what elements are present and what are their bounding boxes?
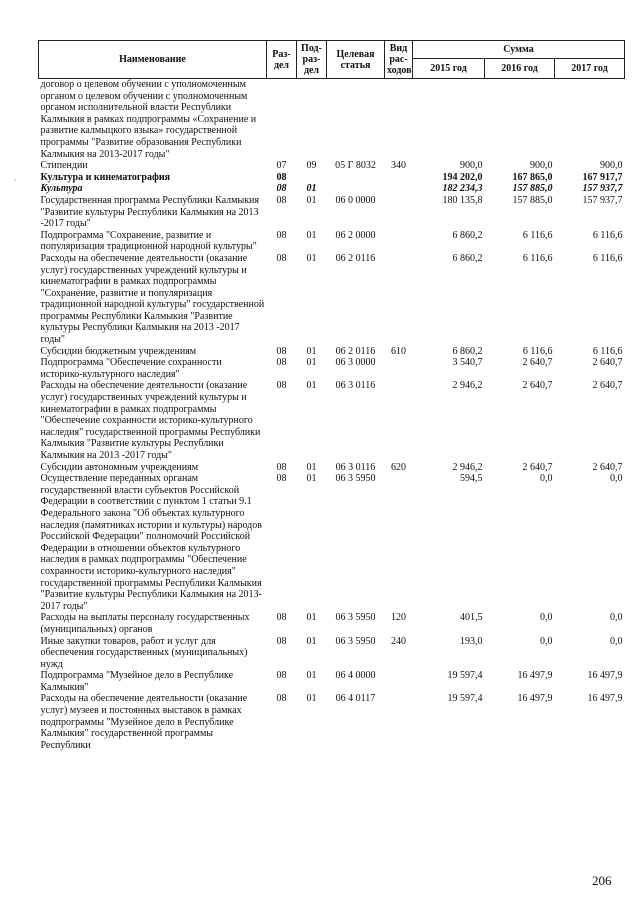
row-celevaya-statya: 06 3 5950 (335, 635, 376, 647)
row-vid-rashodov (385, 172, 413, 184)
row-razdel: 08 (276, 473, 287, 485)
row-sum-2017: 0,0 (610, 473, 623, 485)
table-row (39, 79, 625, 161)
table-row (39, 670, 625, 693)
margin-mark: · (14, 176, 17, 185)
row-celevaya-statya: 06 3 0116 (335, 380, 376, 392)
row-celevaya-statya: 05 Г 8032 (335, 160, 376, 172)
row-podrazdel: 01 (306, 473, 317, 485)
row-sum-2016: 6 116,6 (522, 252, 553, 264)
row-razdel: 08 (276, 461, 287, 473)
row-sum-2015: 193,0 (460, 635, 483, 647)
row-name: Культура (40, 183, 83, 195)
row-sum-2016: 2 640,7 (522, 461, 553, 473)
table-row (39, 195, 625, 230)
row-name: Стипендии (40, 160, 88, 172)
row-celevaya-statya: 06 2 0000 (335, 229, 376, 241)
row-sum-2016: 16 497,9 (517, 693, 553, 705)
row-sum-2017: 2 640,7 (592, 357, 623, 369)
row-sum-2015 (413, 79, 485, 161)
row-sum-2016: 6 116,6 (522, 345, 553, 357)
row-podrazdel: 01 (306, 252, 317, 264)
row-sum-2017: 0,0 (610, 635, 623, 647)
row-name: Подпрограмма "Обеспечение сохранности историко-культурного наследия" (40, 357, 222, 380)
table-row (39, 612, 625, 635)
row-vid-rashodov: 120 (391, 612, 406, 624)
table-row (39, 253, 625, 346)
row-sum-2015: 594,5 (460, 473, 483, 485)
row-sum-2015: 19 597,4 (447, 670, 483, 682)
row-sum-2015: 3 540,7 (452, 357, 483, 369)
table-header (39, 41, 625, 79)
row-sum-2015: 19 597,4 (447, 693, 483, 705)
page-number: 206 (592, 873, 612, 888)
table-row (39, 636, 625, 671)
budget-table (38, 40, 625, 751)
row-sum-2017: 16 497,9 (587, 670, 623, 682)
row-name: Расходы на обеспечение деятельности (оказание услуг) музеев и постоянных выставок в рамках подпрограммы "Музейное дело в Республике Калмыкия" государственной программы Республики (40, 693, 248, 751)
row-name: Подпрограмма "Сохранение, развитие и популяризация традиционной народной культуры" (40, 229, 257, 253)
row-sum-2016: 0,0 (540, 473, 553, 485)
row-sum-2016: 2 640,7 (522, 357, 553, 369)
row-sum-2016: 157 885,0 (512, 183, 553, 195)
row-sum-2017: 2 640,7 (592, 380, 623, 392)
row-sum-2017: 167 917,7 (582, 171, 623, 183)
table-row (39, 160, 625, 172)
header-summa: Сумма (413, 41, 625, 59)
row-podrazdel (297, 172, 327, 184)
row-sum-2015: 900,0 (460, 160, 483, 172)
row-razdel: 08 (276, 229, 287, 241)
row-sum-2015: 6 860,2 (452, 345, 483, 357)
row-sum-2016: 157 885,0 (512, 194, 553, 206)
row-name: Расходы на обеспечение деятельности (оказание услуг) государственных учреждений культуры и кинематографии в рамках подпрограммы "Обеспечение сохранности историко-культурного наследия" государственной программы Республики Калмыкия "Развитие культуры Республики Калмыкия на 2013 -2017 годы" (40, 380, 261, 461)
row-razdel: 08 (276, 345, 287, 357)
row-name: Субсидии бюджетным учреждениям (40, 345, 197, 357)
row-podrazdel: 01 (306, 461, 317, 473)
header-razdel: Раз- дел (267, 41, 297, 79)
header-podrazdel: Под- раз- дел (297, 41, 327, 79)
table-row (39, 473, 625, 612)
table-row (39, 346, 625, 358)
row-razdel: 08 (276, 171, 287, 183)
row-celevaya-statya: 06 3 5950 (335, 473, 376, 485)
header-celevaya-statya: Целевая статья (327, 41, 385, 79)
row-sum-2016: 0,0 (540, 635, 553, 647)
row-sum-2015: 2 946,2 (452, 461, 483, 473)
header-year-2015: 2015 год (413, 59, 485, 79)
row-vid-rashodov (385, 670, 413, 693)
row-sum-2017: 2 640,7 (592, 461, 623, 473)
row-sum-2017: 6 116,6 (592, 229, 623, 241)
header-name: Наименование (39, 41, 267, 79)
row-razdel: 08 (276, 612, 287, 624)
row-sum-2017: 6 116,6 (592, 345, 623, 357)
row-sum-2016: 2 640,7 (522, 380, 553, 392)
row-sum-2015: 182 234,3 (442, 183, 483, 195)
row-vid-rashodov (385, 79, 413, 161)
row-razdel: 08 (276, 194, 287, 206)
row-name: Расходы на обеспечение деятельности (оказание услуг) государственных учреждений культуры и кинематографии в рамках подпрограммы "Сохранение, развитие и популяризация традиционной народной культуры" государственной программы Республики Калмыкия "Развитие культуры Республики Калмыкия на 2013 -2017 годы" (40, 252, 265, 346)
row-celevaya-statya: 06 2 0116 (335, 345, 376, 357)
row-sum-2017: 0,0 (610, 612, 623, 624)
row-podrazdel: 01 (306, 345, 317, 357)
row-vid-rashodov (385, 693, 413, 751)
row-celevaya-statya: 06 4 0117 (335, 693, 376, 705)
row-celevaya-statya: 06 3 0116 (335, 461, 376, 473)
row-vid-rashodov (385, 357, 413, 380)
table-row (39, 693, 625, 751)
table-row (39, 172, 625, 184)
row-celevaya-statya (327, 183, 385, 195)
row-celevaya-statya: 06 4 0000 (335, 670, 376, 682)
row-podrazdel (297, 79, 327, 161)
row-vid-rashodov (385, 183, 413, 195)
row-sum-2015: 6 860,2 (452, 229, 483, 241)
row-razdel: 08 (276, 635, 287, 647)
row-podrazdel: 01 (306, 194, 317, 206)
row-vid-rashodov (385, 473, 413, 612)
row-name: Расходы на выплаты персоналу государственных (муниципальных) органов (40, 612, 250, 635)
row-celevaya-statya (327, 172, 385, 184)
row-vid-rashodov: 620 (391, 461, 406, 473)
table-row (39, 183, 625, 195)
row-vid-rashodov (385, 195, 413, 230)
table-body (39, 79, 625, 752)
row-celevaya-statya (327, 79, 385, 161)
row-name: Государственная программа Республики Калмыкия "Развитие культуры Республики Калмыкия на 2013 -2017 годы" (40, 194, 260, 230)
header-year-2016: 2016 год (485, 59, 555, 79)
row-razdel: 08 (276, 693, 287, 705)
header-vid-rashodov: Вид рас- ходов (385, 41, 413, 79)
table-row (39, 380, 625, 461)
row-razdel: 08 (276, 183, 287, 195)
table-row (39, 230, 625, 253)
row-vid-rashodov: 340 (391, 160, 406, 172)
header-year-2017: 2017 год (555, 59, 625, 79)
row-name: Иные закупки товаров, работ и услуг для обеспечения государственных (муниципальных) нужд (40, 635, 248, 670)
row-podrazdel: 01 (306, 693, 317, 705)
row-razdel (267, 79, 297, 161)
row-sum-2015: 194 202,0 (442, 171, 483, 183)
row-sum-2016: 6 116,6 (522, 229, 553, 241)
row-vid-rashodov: 610 (391, 345, 406, 357)
row-sum-2015: 2 946,2 (452, 380, 483, 392)
row-sum-2017: 16 497,9 (587, 693, 623, 705)
row-celevaya-statya: 06 2 0116 (335, 252, 376, 264)
row-razdel: 08 (276, 380, 287, 392)
row-sum-2015: 401,5 (460, 612, 483, 624)
row-sum-2016: 900,0 (530, 160, 553, 172)
row-name: Субсидии автономным учреждениям (40, 461, 199, 473)
row-sum-2015: 180 135,8 (442, 194, 483, 206)
row-podrazdel: 09 (306, 160, 317, 172)
row-razdel: 08 (276, 252, 287, 264)
row-sum-2016: 167 865,0 (512, 171, 553, 183)
row-name: Осуществление переданных органам государственной власти субъектов Российской Федерации в соответствии с пунктом 1 статьи 9.1 Федерального закона "Об объектах культурного наследия (памятниках истории и культуры) народов Российской Федерации" полномочий Российской Федерации в отношении объектов культурного наследия в рамках подпрограммы "Обеспечение сохранности историко-культурного наследия" государственной программы Республики Калмыкия "Развитие культуры Республики Калмыкия на 2013-2017 годы" (40, 473, 262, 612)
row-celevaya-statya: 06 3 0000 (335, 357, 376, 369)
row-sum-2017: 157 937,7 (582, 183, 623, 195)
row-name: Подпрограмма "Музейное дело в Республике Калмыкия" (40, 670, 234, 693)
table-row (39, 462, 625, 474)
row-vid-rashodov: 240 (391, 635, 406, 647)
row-podrazdel: 01 (306, 670, 317, 682)
row-podrazdel: 01 (306, 612, 317, 624)
row-vid-rashodov (385, 230, 413, 253)
row-sum-2016: 16 497,9 (517, 670, 553, 682)
row-razdel: 07 (276, 160, 287, 172)
row-razdel: 08 (276, 357, 287, 369)
row-celevaya-statya: 06 0 0000 (335, 194, 376, 206)
row-sum-2016: 0,0 (540, 612, 553, 624)
row-sum-2017: 900,0 (600, 160, 623, 172)
row-name: договор о целевом обучении с уполномоченным органом о целевом обучении с уполномоченным органом исполнительной власти Республики Калмыкия в рамках подпрограммы «Сохранение и развитие калмыцкого языка» государственной программы "Развитие образования Республики Калмыкия на 2013-2017 годы" (40, 79, 257, 160)
row-podrazdel: 01 (306, 183, 317, 195)
row-vid-rashodov (385, 380, 413, 461)
row-podrazdel: 01 (306, 229, 317, 241)
row-sum-2017: 6 116,6 (592, 252, 623, 264)
row-celevaya-statya: 06 3 5950 (335, 612, 376, 624)
row-podrazdel: 01 (306, 357, 317, 369)
row-sum-2016 (485, 79, 555, 161)
row-vid-rashodov (385, 253, 413, 346)
row-razdel: 08 (276, 670, 287, 682)
row-podrazdel: 01 (306, 635, 317, 647)
row-sum-2015: 6 860,2 (452, 252, 483, 264)
table-row (39, 357, 625, 380)
row-sum-2017: 157 937,7 (582, 194, 623, 206)
row-sum-2017 (555, 79, 625, 161)
row-name: Культура и кинематография (40, 171, 171, 183)
row-podrazdel: 01 (306, 380, 317, 392)
